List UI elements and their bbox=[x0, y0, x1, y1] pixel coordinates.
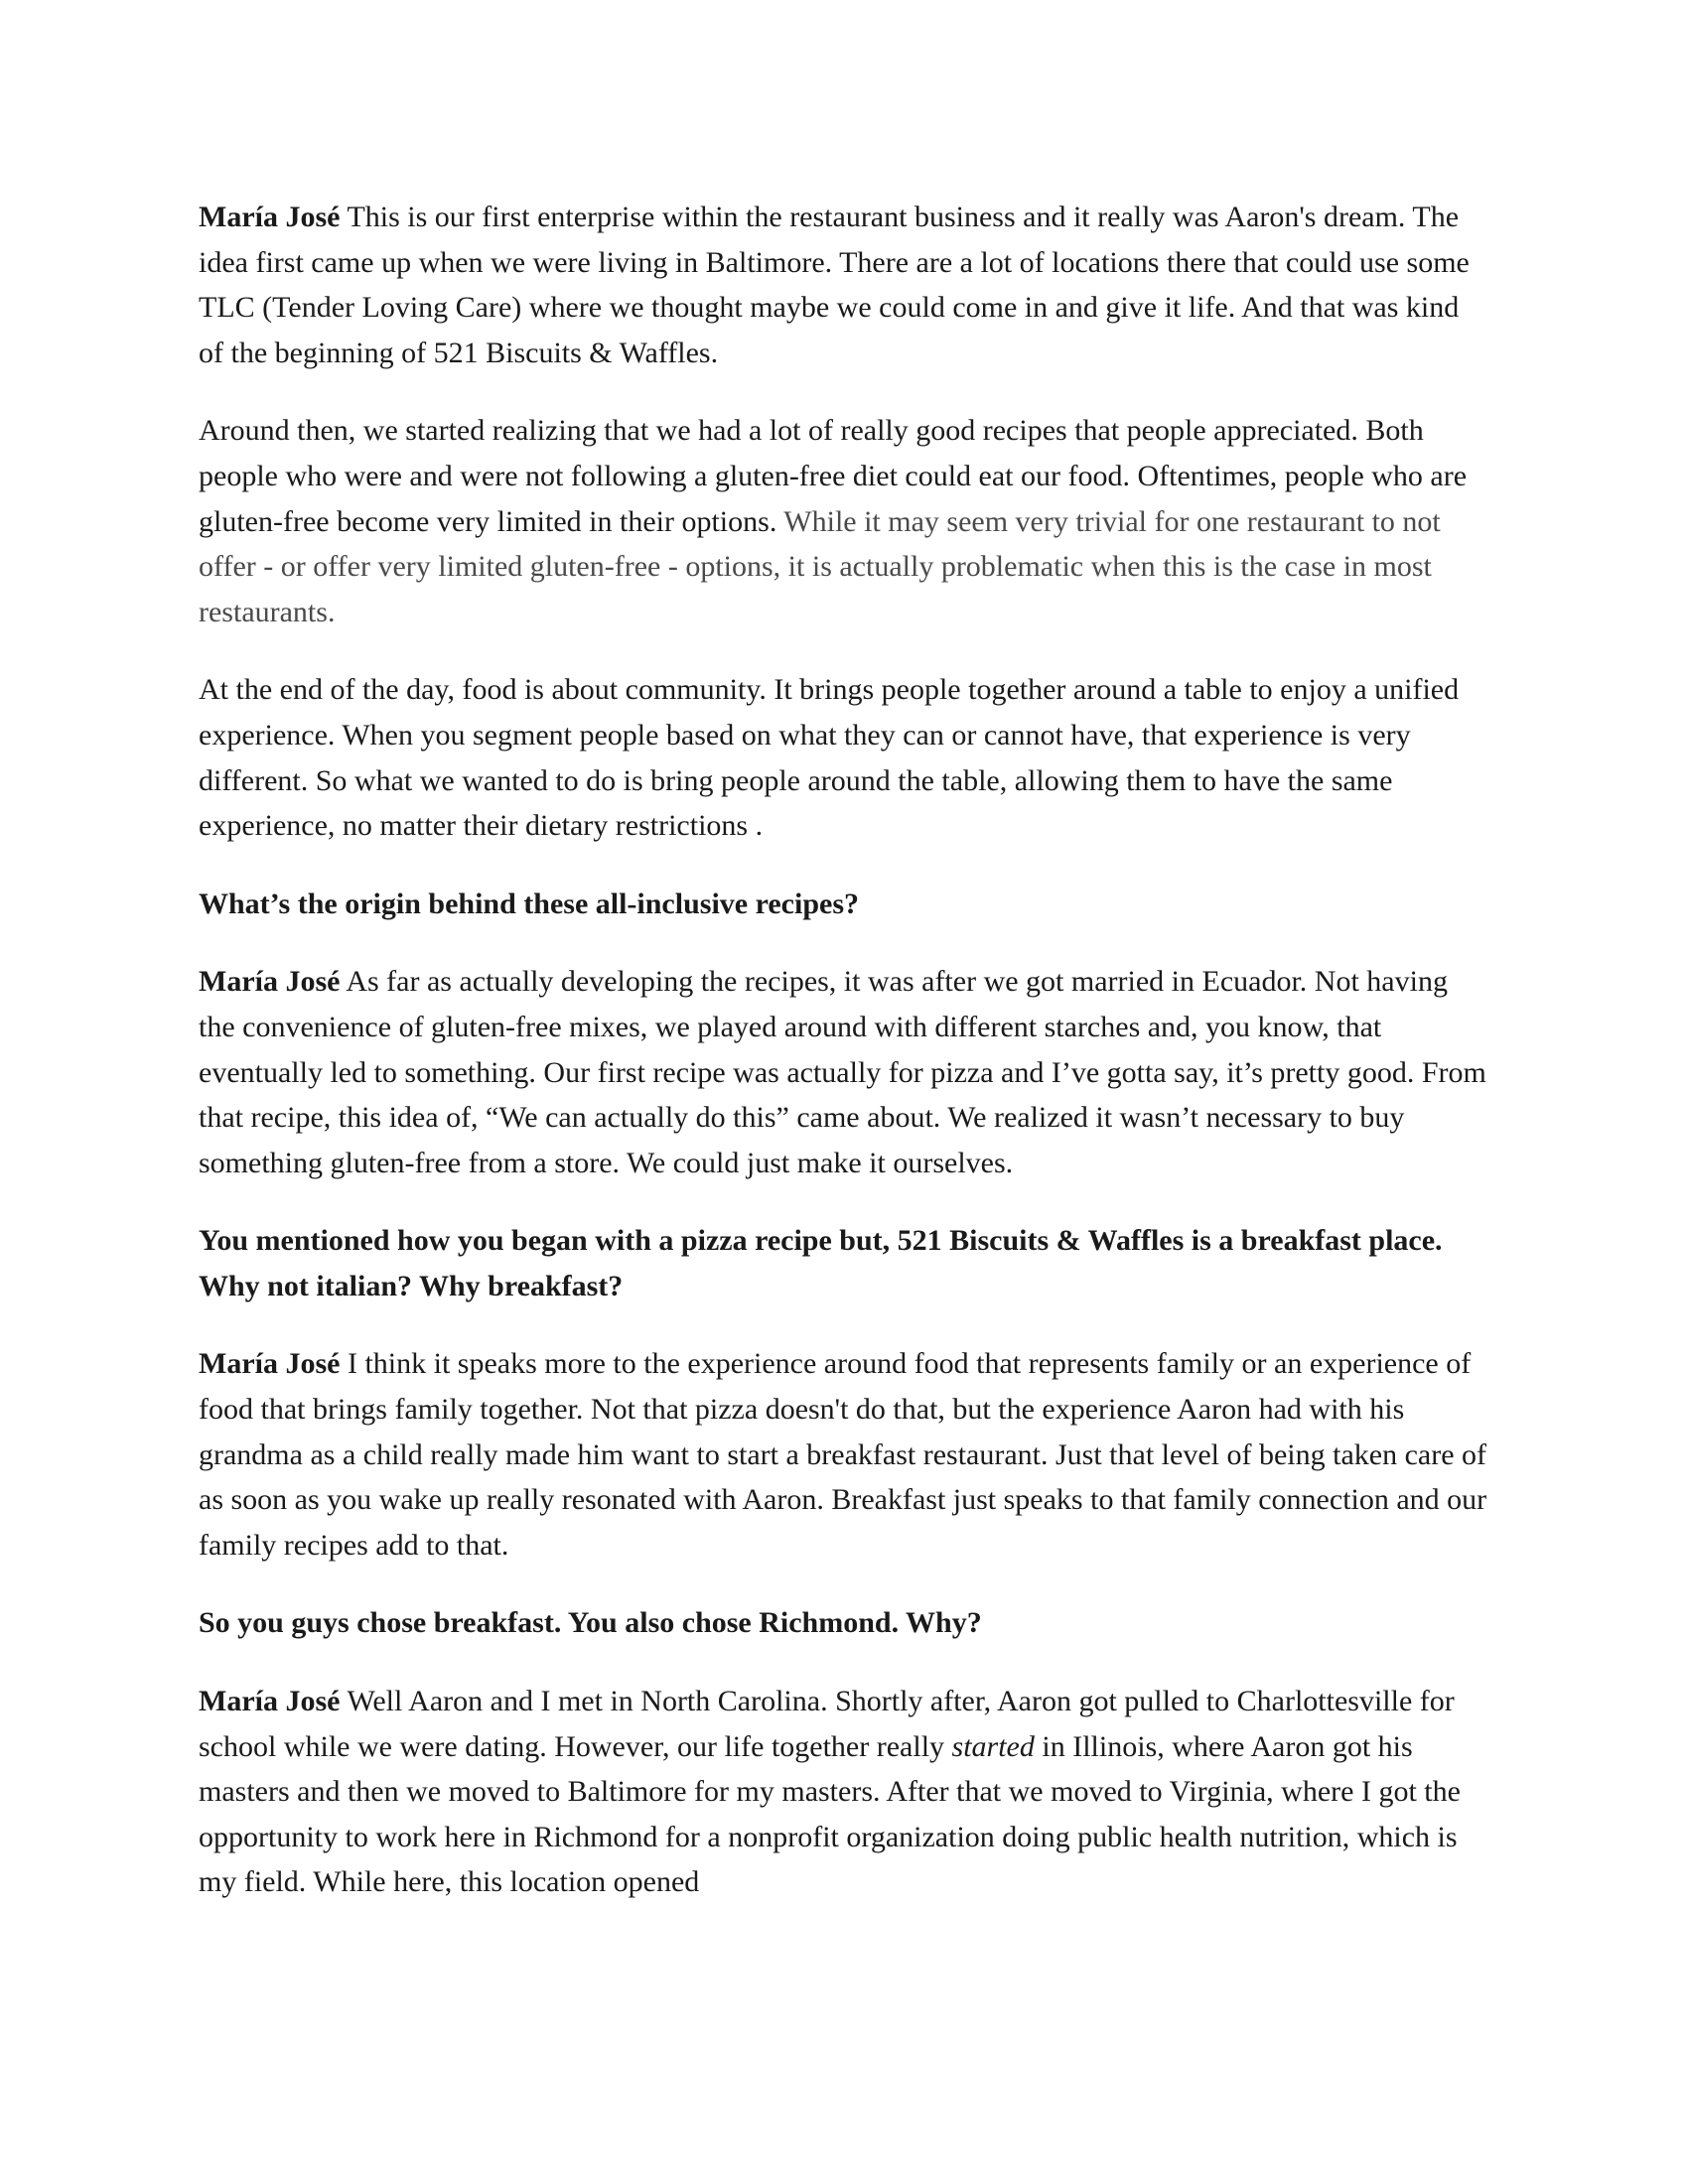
body-text: At the end of the day, food is about community. It brings people together around a table to enjoy a unified experience. When you segment people based on what they can or cannot have, that experience is very different. So what we wanted to do is bring people around the table, allowing them to have the same experience, no matter their dietary restrictions . bbox=[199, 673, 1460, 843]
speaker-label: María José bbox=[199, 201, 341, 233]
body-text-gray: While it may seem very trivial for one restaurant to not offer - or offer very limited gluten-free - options, it is actually problematic when this is the case in most restaurants. bbox=[199, 504, 1441, 628]
paragraph-intro bbox=[199, 195, 1489, 375]
emphasis-text: started bbox=[951, 1729, 1035, 1763]
speaker-label: María José bbox=[199, 965, 341, 999]
answer-text: This is our first enterprise within the restaurant business and it really was Aaron's dream. The idea first came up when we were living in Baltimore. There are a lot of locations there that could use some TLC (Tender Loving Care) where we thought maybe we could come in and give it life. And that was kind of the beginning of 521 Biscuits & Waffles. bbox=[199, 201, 1470, 369]
paragraph-community bbox=[199, 667, 1489, 848]
document-page bbox=[199, 195, 1489, 1938]
answer-text: As far as actually developing the recipes, it was after we got married in Ecuador. Not having the convenience of gluten-free mixes, we played around with different starches and, you know, that eventually led to something. Our first recipe was actually for pizza and I’ve gotta say, it’s pretty good. From that recipe, this idea of, “We can actually do this” came about. We realized it wasn’t necessary to buy something gluten-free from a store. We could just make it ourselves. bbox=[199, 965, 1486, 1179]
question-origin: What’s the origin behind these all-inclusive recipes? bbox=[199, 887, 860, 920]
answer-text: I think it speaks more to the experience around food that represents family or an experience of food that brings family together. Not that pizza doesn't do that, but the experience Aaron had with his grandma as a child really made him want to start a breakfast restaurant. Just that level of being taken care of as soon as you wake up really resonated with Aaron. Breakfast just speaks to that family connection and our family recipes add to that. bbox=[199, 1347, 1487, 1562]
paragraph-origin-answer bbox=[199, 959, 1489, 1185]
paragraph-richmond-answer bbox=[199, 1679, 1489, 1905]
answer-text-continued: in Illinois, where Aaron got his masters and then we moved to Baltimore for my masters. After that we moved to Virginia, where I got the opportunity to work here in Richmond for a nonprofit organization doing public health nutrition, which is my field. While here, this location opened bbox=[199, 1729, 1461, 1899]
speaker-label: María José bbox=[199, 1347, 341, 1381]
speaker-label: María José bbox=[199, 1685, 341, 1718]
paragraph-recipes bbox=[199, 408, 1489, 634]
paragraph-breakfast-answer bbox=[199, 1341, 1489, 1568]
body-text: Around then, we started realizing that we had a lot of really good recipes that people appreciated. Both people who were and were not following a gluten-free diet could eat our food. Oftentimes, people who are gluten-free become very limited in their options. bbox=[199, 414, 1468, 538]
answer-text: Well Aaron and I met in North Carolina. Shortly after, Aaron got pulled to Charlottesville for school while we were dating. However, our life together really bbox=[199, 1685, 1455, 1763]
question-why-richmond: So you guys chose breakfast. You also chose Richmond. Why? bbox=[199, 1606, 982, 1640]
question-why-breakfast: You mentioned how you began with a pizza recipe but, 521 Biscuits & Waffles is a breakfast place. Why not italian? Why breakfast? bbox=[199, 1224, 1443, 1302]
